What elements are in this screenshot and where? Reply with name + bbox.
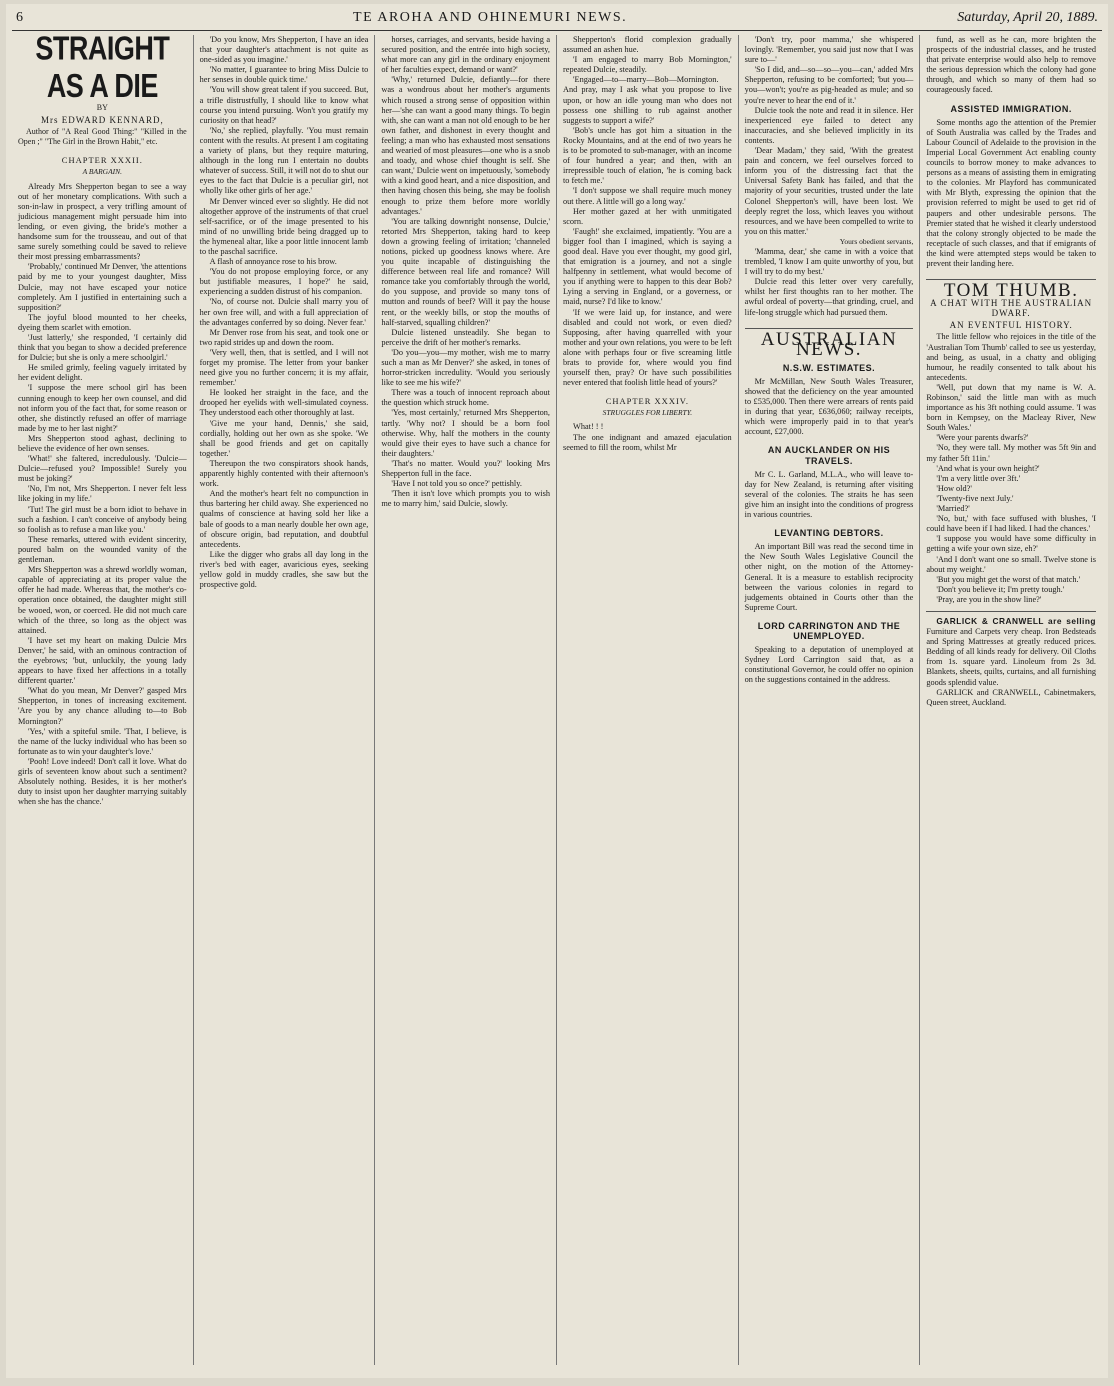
paragraph: Her mother gazed at her with unmitigated scorn.: [563, 206, 732, 226]
advert-signature: GARLICK and CRANWELL, Cabinetmakers, Queen street, Auckland.: [926, 687, 1096, 707]
paragraph: And the mother's heart felt no compunction in thus bartering her child away. She experienced no qualms of conscience at having sold her like a bale of goods to a man nearly double her own age, of obscure origin, bad reputation, and doubtful antecedents.: [199, 489, 369, 549]
paragraph: Mr Denver rose from his seat, and took one or two rapid strides up and down the room.: [199, 327, 369, 347]
paragraph: 'You will show great talent if you succeed. But, a trifle distrustfully, I should like to know what course you intend pursuing. Won't you gratify my curiosity on that head?': [199, 85, 369, 125]
section-heading: AUSTRALIAN NEWS.: [745, 328, 914, 355]
advert-text: Furniture and Carpets very cheap. Iron Bedsteads and Spring Mattresses at greatly reduced prices. Bedding of all kinds ready for delivery. Oil Cloths from 1s. square yard. Linoleum from 2s 3d. Blankets, sheets, quilts, curtains, and all furnishing goods splendid value.: [926, 627, 1096, 687]
paragraph: 'Faugh!' she exclaimed, impatiently. 'You are a bigger fool than I imagined, which is saying a good deal. Have you ever thought, my good girl, that emigration is a journey, and not a single halfpenny in settlement, what would become of you if anything were to happen to this dear Bob? Lying a serving in England, or a governess, or maid, nurse? I'd like to know.': [563, 226, 732, 307]
chapter-subtitle: A BARGAIN.: [82, 167, 123, 177]
paragraph: Mrs Shepperton stood aghast, declining to believe the evidence of her own senses.: [18, 433, 187, 453]
paragraph: An important Bill was read the second time in the New South Wales Legislative Council the other night, on the motion of the Attorney-General. It is a measure to establish reciprocity between the various colonies in regard to judgements obtained in Courts other than the Supreme Court.: [744, 542, 914, 612]
issue-date: Saturday, April 20, 1889.: [957, 10, 1098, 25]
paragraph: What! ! !: [573, 422, 604, 432]
paragraph: 'I suppose the mere school girl has been cunning enough to keep her own counsel, and did not inform you of the fact that, for some reason or other, she distinctly refused an offer of marriage made by me to her last night?': [18, 383, 187, 433]
paragraph: 'Yes,' with a spiteful smile. 'That, I believe, is the name of the lucky individual who has been so fortunate as to win your daughter's love.': [18, 726, 187, 756]
signature: Yours obedient servants,: [839, 236, 914, 246]
section-heading: TOM THUMB.: [926, 279, 1096, 296]
paragraph: 'What!' she faltered, incredulously. 'Dulcie—Dulcie—refused you? Impossible! Surely you must be joking?': [18, 454, 187, 484]
column-4: [557, 35, 739, 1365]
paragraph: 'I have set my heart on making Dulcie Mrs Denver,' he said, with an ominous contraction of the eyebrows; 'but, unluckily, the young lady appears to have fixed her affections in a totally different quarter.': [18, 635, 187, 686]
paragraph: 'I am engaged to marry Bob Mornington,' repeated Dulcie, steadily.: [563, 55, 732, 75]
subheading: N.S.W. ESTIMATES.: [782, 362, 876, 373]
paragraph: Thereupon the two conspirators shook hands, apparently highly contented with their afternoon's work.: [199, 458, 369, 489]
paragraph: Dulcie read this letter over very carefully, whilst her first thoughts ran to her mother. The awful ordeal of poverty—that grinding, cruel, and life-long struggle which had pursued them.: [744, 277, 914, 317]
paragraph: 'Do you—you—my mother, wish me to marry such a man as Mr Denver?' she asked, in tones of horror-stricken incredulity. 'Would you seriously like to see me his wife?': [381, 347, 550, 388]
paragraph: horses, carriages, and servants, beside having a secured position, and the entrée into high society, what more can any girl in the ordinary enjoyment of her faculties expect, demand or want?': [381, 35, 550, 75]
paragraph: 'Yes, most certainly,' returned Mrs Shepperton, tartly. 'Why not? I should be a born fool otherwise. Why, half the mothers in the county would give their eyes to have such a chance for their daughters.': [381, 408, 550, 458]
advert-lead: GARLICK & CRANWELL are selling: [936, 615, 1096, 626]
paragraph: Speaking to a deputation of unemployed at Sydney Lord Carrington said that, as a constitutional Governor, he could offer no opinion on the suggestions contained in the address.: [744, 645, 914, 685]
columns: [12, 35, 1102, 1365]
paper-name: TE AROHA AND OHINEMURI NEWS.: [353, 10, 628, 25]
paragraph: 'And what is your own height?': [936, 463, 1040, 473]
paragraph: 'Don't you believe it; I'm pretty tough.': [936, 584, 1065, 594]
byline: BY: [96, 103, 108, 112]
masthead: [12, 4, 1102, 31]
column-2: [194, 35, 376, 1365]
paragraph: Mr C. L. Garland, M.L.A., who will leave to-day for New Zealand, is returning after visiting several of the colonies. The straits he has seen give him an insight into the conditions of progress in various countries.: [744, 469, 914, 520]
paragraph: 'And I don't want one so small. Twelve stone is about my weight.': [926, 554, 1096, 574]
paragraph: 'Tut! The girl must be a born idiot to behave in such a fashion. I can't conceive of anybody being so foolish as to refuse a man like you.': [18, 504, 187, 534]
paragraph: These remarks, uttered with evident sincerity, poured balm on the wounded vanity of the gentleman.: [18, 534, 187, 565]
subheading: LEVANTING DEBTORS.: [774, 528, 884, 539]
paragraph: 'No, but,' with face suffused with blushes, 'I could have been if I had liked. I had the chances.': [926, 514, 1096, 534]
paragraph: 'Bob's uncle has got him a situation in the Rocky Mountains, and at the end of two years he is to be promoted to sub-manager, with an income of four hundred a year; and then, with an irrepressible touch of elation, 'he is coming back to fetch me.': [563, 125, 732, 186]
paragraph: 'I don't suppose we shall require much money out there. A little will go a long way.': [563, 186, 732, 206]
paragraph: The joyful blood mounted to her cheeks, dyeing them scarlet with emotion.: [18, 312, 187, 332]
paragraph: 'Then it isn't love which prompts you to wish me to marry him,' said Dulcie, slowly.: [381, 489, 550, 509]
paragraph: 'Very well, then, that is settled, and I will not forget my promise. The letter from your banker need give you no further concern; it is my affair, remember.': [199, 347, 369, 388]
paragraph: 'No matter, I guarantee to bring Miss Dulcie to her senses in double quick time.': [199, 65, 369, 85]
paragraph: He smiled grimly, feeling vaguely irritated by her evident delight.: [18, 363, 187, 383]
author-note: Author of "A Real Good Thing:" "Killed in the Open ;" "The Girl in the Brown Habit," etc.: [18, 127, 187, 147]
paragraph: 'No, they were tall. My mother was 5ft 9in and my father 5ft 11in.': [926, 443, 1096, 463]
paragraph: 'How old?': [936, 483, 972, 493]
paragraph: 'Twenty-five next July.': [936, 493, 1014, 503]
chapter-subtitle: STRUGGLES FOR LIBERTY.: [602, 408, 693, 418]
paragraph: Like the digger who grabs all day long in the river's bed with eager, avaricious eyes, seeking yellow gold in muddy cradles, she saw but the prospective gold.: [199, 549, 369, 590]
paragraph: 'Pray, are you in the show line?': [936, 594, 1042, 604]
paragraph: 'Just latterly,' she responded, 'I certainly did think that you began to show a decided preference for Dulcie; but she is only a mere schoolgirl.': [18, 332, 187, 363]
chapter-heading: CHAPTER XXXII.: [61, 155, 143, 166]
chapter-heading: CHAPTER XXXIV.: [605, 396, 689, 407]
paragraph: 'Married?': [936, 504, 970, 514]
paragraph: 'Mamma, dear,' she came in with a voice that trembled, 'I know I am quite unworthy of you, but I will try to do my best.': [744, 246, 914, 277]
paragraph: Mr McMillan, New South Wales Treasurer, showed that the deficiency on the year amounted to £535,000. Then there were arrears of rents paid in during that year, £636,060; railway receipts, which were improperly paid in to that year's account, £27,000.: [744, 376, 914, 437]
paragraph: 'No, I'm not, Mrs Shepperton. I never felt less like joking in my life.': [18, 484, 187, 504]
paragraph: Some months ago the attention of the Premier of South Australia was called by the Trades and Labour Council of Adelaide to the provision in the Imperial Local Government Act enabling county councils to borrow money to make advances to persons as a means of assisting them in emigrating to the colonies. Mr Playford has communicated with Mr Blyth, expressing the opinion that the provision referred to might be used to get rid of paupers and other undesirable persons. The Premier stated that he wished it clearly understood that the colony strongly objected to be made the receptacle of such classes, and that if emigrants of the kind were attempted steps would be taken to prevent their landing here.: [926, 117, 1096, 268]
paragraph: Dulcie listened unsteadily. She began to perceive the drift of her mother's remarks.: [381, 327, 550, 347]
column-3: [375, 35, 557, 1365]
subheading: A CHAT WITH THE AUSTRALIAN DWARF.: [930, 298, 1093, 319]
paragraph: 'That's no matter. Would you?' looking Mrs Shepperton full in the face.: [381, 458, 550, 479]
paragraph: 'Have I not told you so once?' pettishly.: [391, 479, 522, 489]
paragraph: 'Do you know, Mrs Shepperton, I have an idea that your daughter's attachment is not quite as one-sided as you imagine.': [199, 35, 369, 65]
paragraph: 'If we were laid up, for instance, and were disabled and could not work, or even died? Supposing, after having quarrelled with your mother and your own relations, you were to be left alone with perhaps four or five screaming little brats to provide for, where would you find yourself then, pray? Or have such possibilities never entered that foolish little head of yours?': [563, 307, 732, 388]
paragraph: 'You are talking downright nonsense, Dulcie,' retorted Mrs Shepperton, taking hard to keep down a growing feeling of irritation; 'channeled notions, picked up goodness knows where. Are you quite incapable of distinguishing the difference between real life and romance? Will romance take you comfortably through the world, do you suppose, and provide so many tons of mutton and rounds of beef? Will it pay the house rent, or the weekly bills, or stop the mouths of half-starved, squalling children?': [381, 216, 550, 327]
paragraph: 'You do not propose employing force, or any but justifiable measures, I hope?' he said, experiencing a sudden distrust of his companion.: [199, 267, 369, 297]
paragraph: 'No,' she replied, playfully. 'You must remain content with the results. At present I am cogitating a variety of plans, but they require maturing, although in the long run I entertain no doubts whatever of success. Still, it will not do to shut our eyes to the fact that Dulcie is a peculiar girl, not wholly like other girls of her age.': [199, 125, 369, 196]
paragraph: Mr Denver winced ever so slightly. He did not altogether approve of the instruments of that cruel self-sacrifice, or of the image presented to his mind of no unwilling bride being dragged up to the hymeneal altar, like a poor little innocent lamb to the paschal sacrifice.: [199, 196, 369, 256]
paragraph: 'Probably,' continued Mr Denver, 'the attentions paid by me to your youngest daughter, Miss Dulcie, may not have escaped your notice completely. Am I justified in entertaining such a supposition?': [18, 262, 187, 312]
paragraph: The little fellow who rejoices in the title of the 'Australian Tom Thumb' called to see us yesterday, and being, as usual, in a chatty and obliging humour, he readily consented to talk about his antecedents.: [926, 332, 1096, 382]
paragraph: There was a touch of innocent reproach about the question which struck home.: [381, 388, 550, 408]
paragraph: Dulcie took the note and read it in silence. Her inexperienced eye failed to detect any inaccuracies, and she believed implicitly in its contents.: [744, 105, 914, 145]
paragraph: He looked her straight in the face, and the drooped her eyelids with well-simulated coyness. They understood each other thoroughly at last.: [199, 388, 369, 418]
subheading: LORD CARRINGTON AND THE UNEMPLOYED.: [757, 620, 901, 641]
paragraph: Shepperton's florid complexion gradually assumed an ashen hue.: [563, 35, 732, 55]
paragraph: 'I suppose you would have some difficulty in getting a wife your own size, eh?': [926, 534, 1096, 554]
paragraph: 'I'm a very little over 3ft.': [936, 473, 1021, 483]
page-number: 6: [16, 10, 23, 25]
paragraph: fund, as well as he can, more brighten the prospects of the industrial classes, and he trusted that private enterprise would also help to remove the serious depression which the colony had gone through, and which so many of them had so courageously faced.: [926, 35, 1096, 95]
paragraph: A flash of annoyance rose to his brow.: [209, 257, 337, 267]
paragraph: 'Give me your hand, Dennis,' she said, cordially, holding out her own as she spoke. 'We shall be good friends and get on capitally together.': [199, 418, 369, 458]
paragraph: 'Pooh! Love indeed! Don't call it love. What do girls of seventeen know about such a sentiment? Absolutely nothing. Besides, it is her mother's duty to insist upon her daughter marrying suitably when she has the chance.': [18, 756, 187, 807]
paragraph: Already Mrs Shepperton began to see a way out of her monetary complications. With such a son-in-law in prospect, a very trifling amount of judicious management might persuade him into lending, or even giving, the bride's mother a handsome sum for the trousseau, and out of that same surely something could be saved to relieve their most pressing embarrassments?: [18, 181, 187, 262]
paragraph: 'But you might get the worst of that match.': [936, 574, 1081, 584]
paragraph: 'Well, put down that my name is W. A. Robinson,' said the little man with as much importance as his 3ft nothing could assume. 'I was born in Kempsey, on the Macleay River, New South Wales.': [926, 382, 1096, 433]
paragraph: 'Engaged—to—marry—Bob—Mornington. And pray, may I ask what you propose to live upon, or how an idle young man who does not possess one shilling to rub against another suggests to support a wife?': [563, 75, 732, 125]
paragraph: 'What do you mean, Mr Denver?' gasped Mrs Shepperton, in tones of increasing excitement. 'Are you by any chance alluding to—to Bob Mornington?': [18, 686, 187, 726]
advertisement: [926, 611, 1096, 708]
subheading: ASSISTED IMMIGRATION.: [950, 103, 1072, 114]
paragraph: 'No, of course not. Dulcie shall marry you of her own free will, and with a full appreciation of the advantages conferred by so doing. Never fear.': [199, 297, 369, 327]
subheading: AN AUCKLANDER ON HIS TRAVELS.: [767, 445, 891, 466]
column-6: [920, 35, 1102, 1365]
paragraph: 'Why,' returned Dulcie, defiantly—for there was a wondrous about her mother's arguments which roused a strong sense of opposition within her—'she can want a good many things. To begin with, she can want a man not old enough to be her own father, and dishonest in every thought and feeling; a man who has exhausted most sensations and wearied of most pleasures—one who is a snob and toady, and whose chief thought is self. She can want,' Dulcie went on impetuously, 'somebody with a kind good heart, and a nice disposition, and then having chosen this being, she may be foolish enough to prize them before more worldly advantages.': [381, 75, 550, 216]
author-name: Mrs EDWARD KENNARD,: [40, 115, 164, 126]
paragraph: The one indignant and amazed ejaculation seemed to fill the room, whilst Mr: [563, 432, 732, 452]
paragraph: Mrs Shepperton was a shrewd worldly woman, capable of appreciating at its proper value the offer he had made. Whereas that, the mother's co-operation once obtained, the daughter might still be wooed, won, or coerced. He did not much care which of the three, so long as the object was attained.: [18, 565, 187, 635]
newspaper-page: [6, 4, 1108, 1378]
column-5: [739, 35, 921, 1365]
subheading: AN EVENTFUL HISTORY.: [949, 320, 1073, 331]
paragraph: 'Don't try, poor mamma,' she whispered lovingly. 'Remember, you said just now that I was sure to—': [744, 35, 914, 65]
paragraph: 'Dear Madam,' they said, 'With the greatest pain and concern, we feel ourselves forced to inform you of the distressing fact that the Universal Safety Bank has failed, and that the majority of your securities, trusted under the late Colonel Shepperton's will, have been lost. We deeply regret the loss, which leaves you without resources, and we have been compelled to write to you on this matter.': [744, 146, 914, 236]
paragraph: 'So I did, and—so—so—you—can,' added Mrs Shepperton, refusing to be comforted; 'but you—you—won't; you're as pig-headed as mule; and so you're never to hear the end of it.': [744, 65, 914, 105]
story-title: STRAIGHT AS A DIE: [35, 35, 170, 105]
paragraph: 'Were your parents dwarfs?': [936, 433, 1029, 443]
column-1: [12, 35, 194, 1365]
